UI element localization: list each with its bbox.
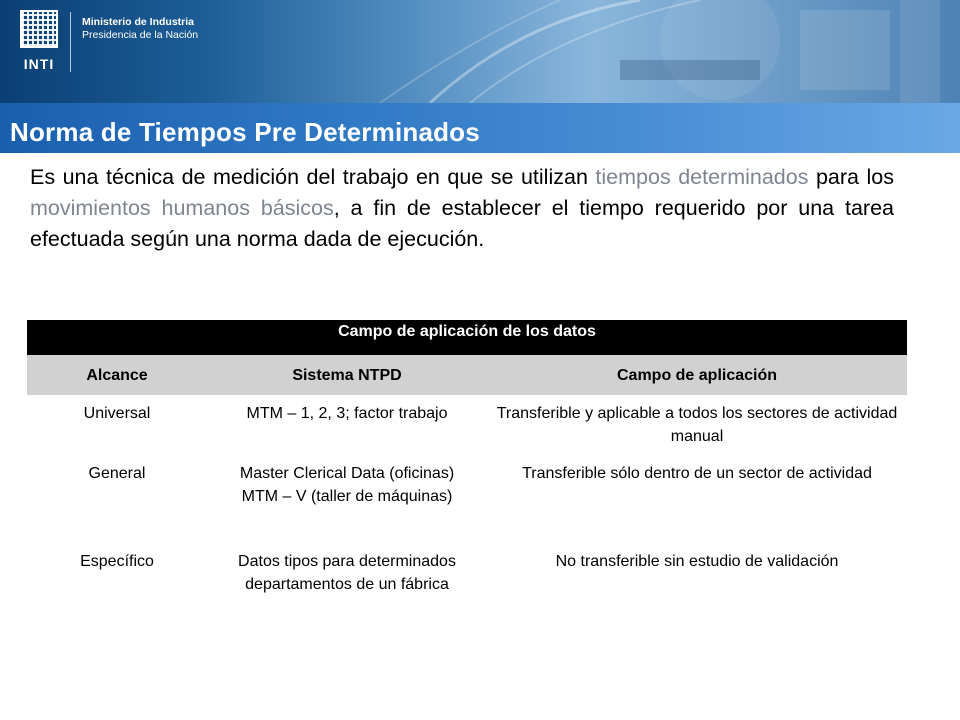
- table-row: [27, 455, 907, 543]
- slide-title: Norma de Tiempos Pre Determinados: [10, 117, 480, 147]
- paragraph-text-3: , a fin de establecer el tiempo requerido por una tarea efectuada según una norma dada de ejecución.: [30, 196, 894, 251]
- paragraph-highlight-1: tiempos determinados: [595, 165, 809, 189]
- cell-alcance: General: [88, 465, 146, 482]
- paragraph-text-1: Es una técnica de medición del trabajo en que se utilizan: [30, 165, 596, 189]
- sistema-line: Datos tipos para determinados departamentos de un fábrica: [238, 553, 456, 593]
- table-caption: Campo de aplicación de los datos: [27, 320, 907, 355]
- cell-sistema: [207, 455, 487, 543]
- cell-alcance: Específico: [80, 553, 154, 570]
- application-table: [27, 320, 907, 623]
- logo-text: INTI: [23, 56, 55, 72]
- table-row: [27, 395, 907, 455]
- header-banner: [0, 0, 960, 103]
- cell-sistema: [207, 543, 487, 623]
- sistema-line: MTM – V (taller de máquinas): [241, 488, 453, 505]
- cell-alcance: Universal: [83, 405, 151, 422]
- sistema-line: Master Clerical Data (oficinas): [239, 465, 455, 482]
- definition-paragraph: [30, 162, 894, 255]
- header-alcance: Alcance: [27, 355, 207, 395]
- ministry-block: [82, 16, 198, 42]
- sistema-line: MTM – 1, 2, 3; factor trabajo: [246, 405, 448, 422]
- cell-sistema: [207, 395, 487, 455]
- header-campo: Campo de aplicación: [487, 355, 907, 395]
- logo-divider: [70, 12, 71, 72]
- cell-campo: Transferible sólo dentro de un sector de actividad: [522, 465, 872, 482]
- paragraph-highlight-2: movimientos humanos básicos: [30, 196, 334, 220]
- header-sistema: Sistema NTPD: [207, 355, 487, 395]
- inti-grid-logo-icon: [20, 10, 58, 48]
- ministry-name: Ministerio de Industria: [82, 16, 195, 28]
- table-row: [27, 543, 907, 623]
- cell-campo: No transferible sin estudio de validación: [555, 553, 839, 570]
- inti-logo: [12, 10, 64, 85]
- cell-campo: Transferible y aplicable a todos los sectores de actividad manual: [496, 405, 898, 445]
- presidency-name: Presidencia de la Nación: [82, 29, 199, 41]
- paragraph-text-2: para los: [808, 165, 894, 189]
